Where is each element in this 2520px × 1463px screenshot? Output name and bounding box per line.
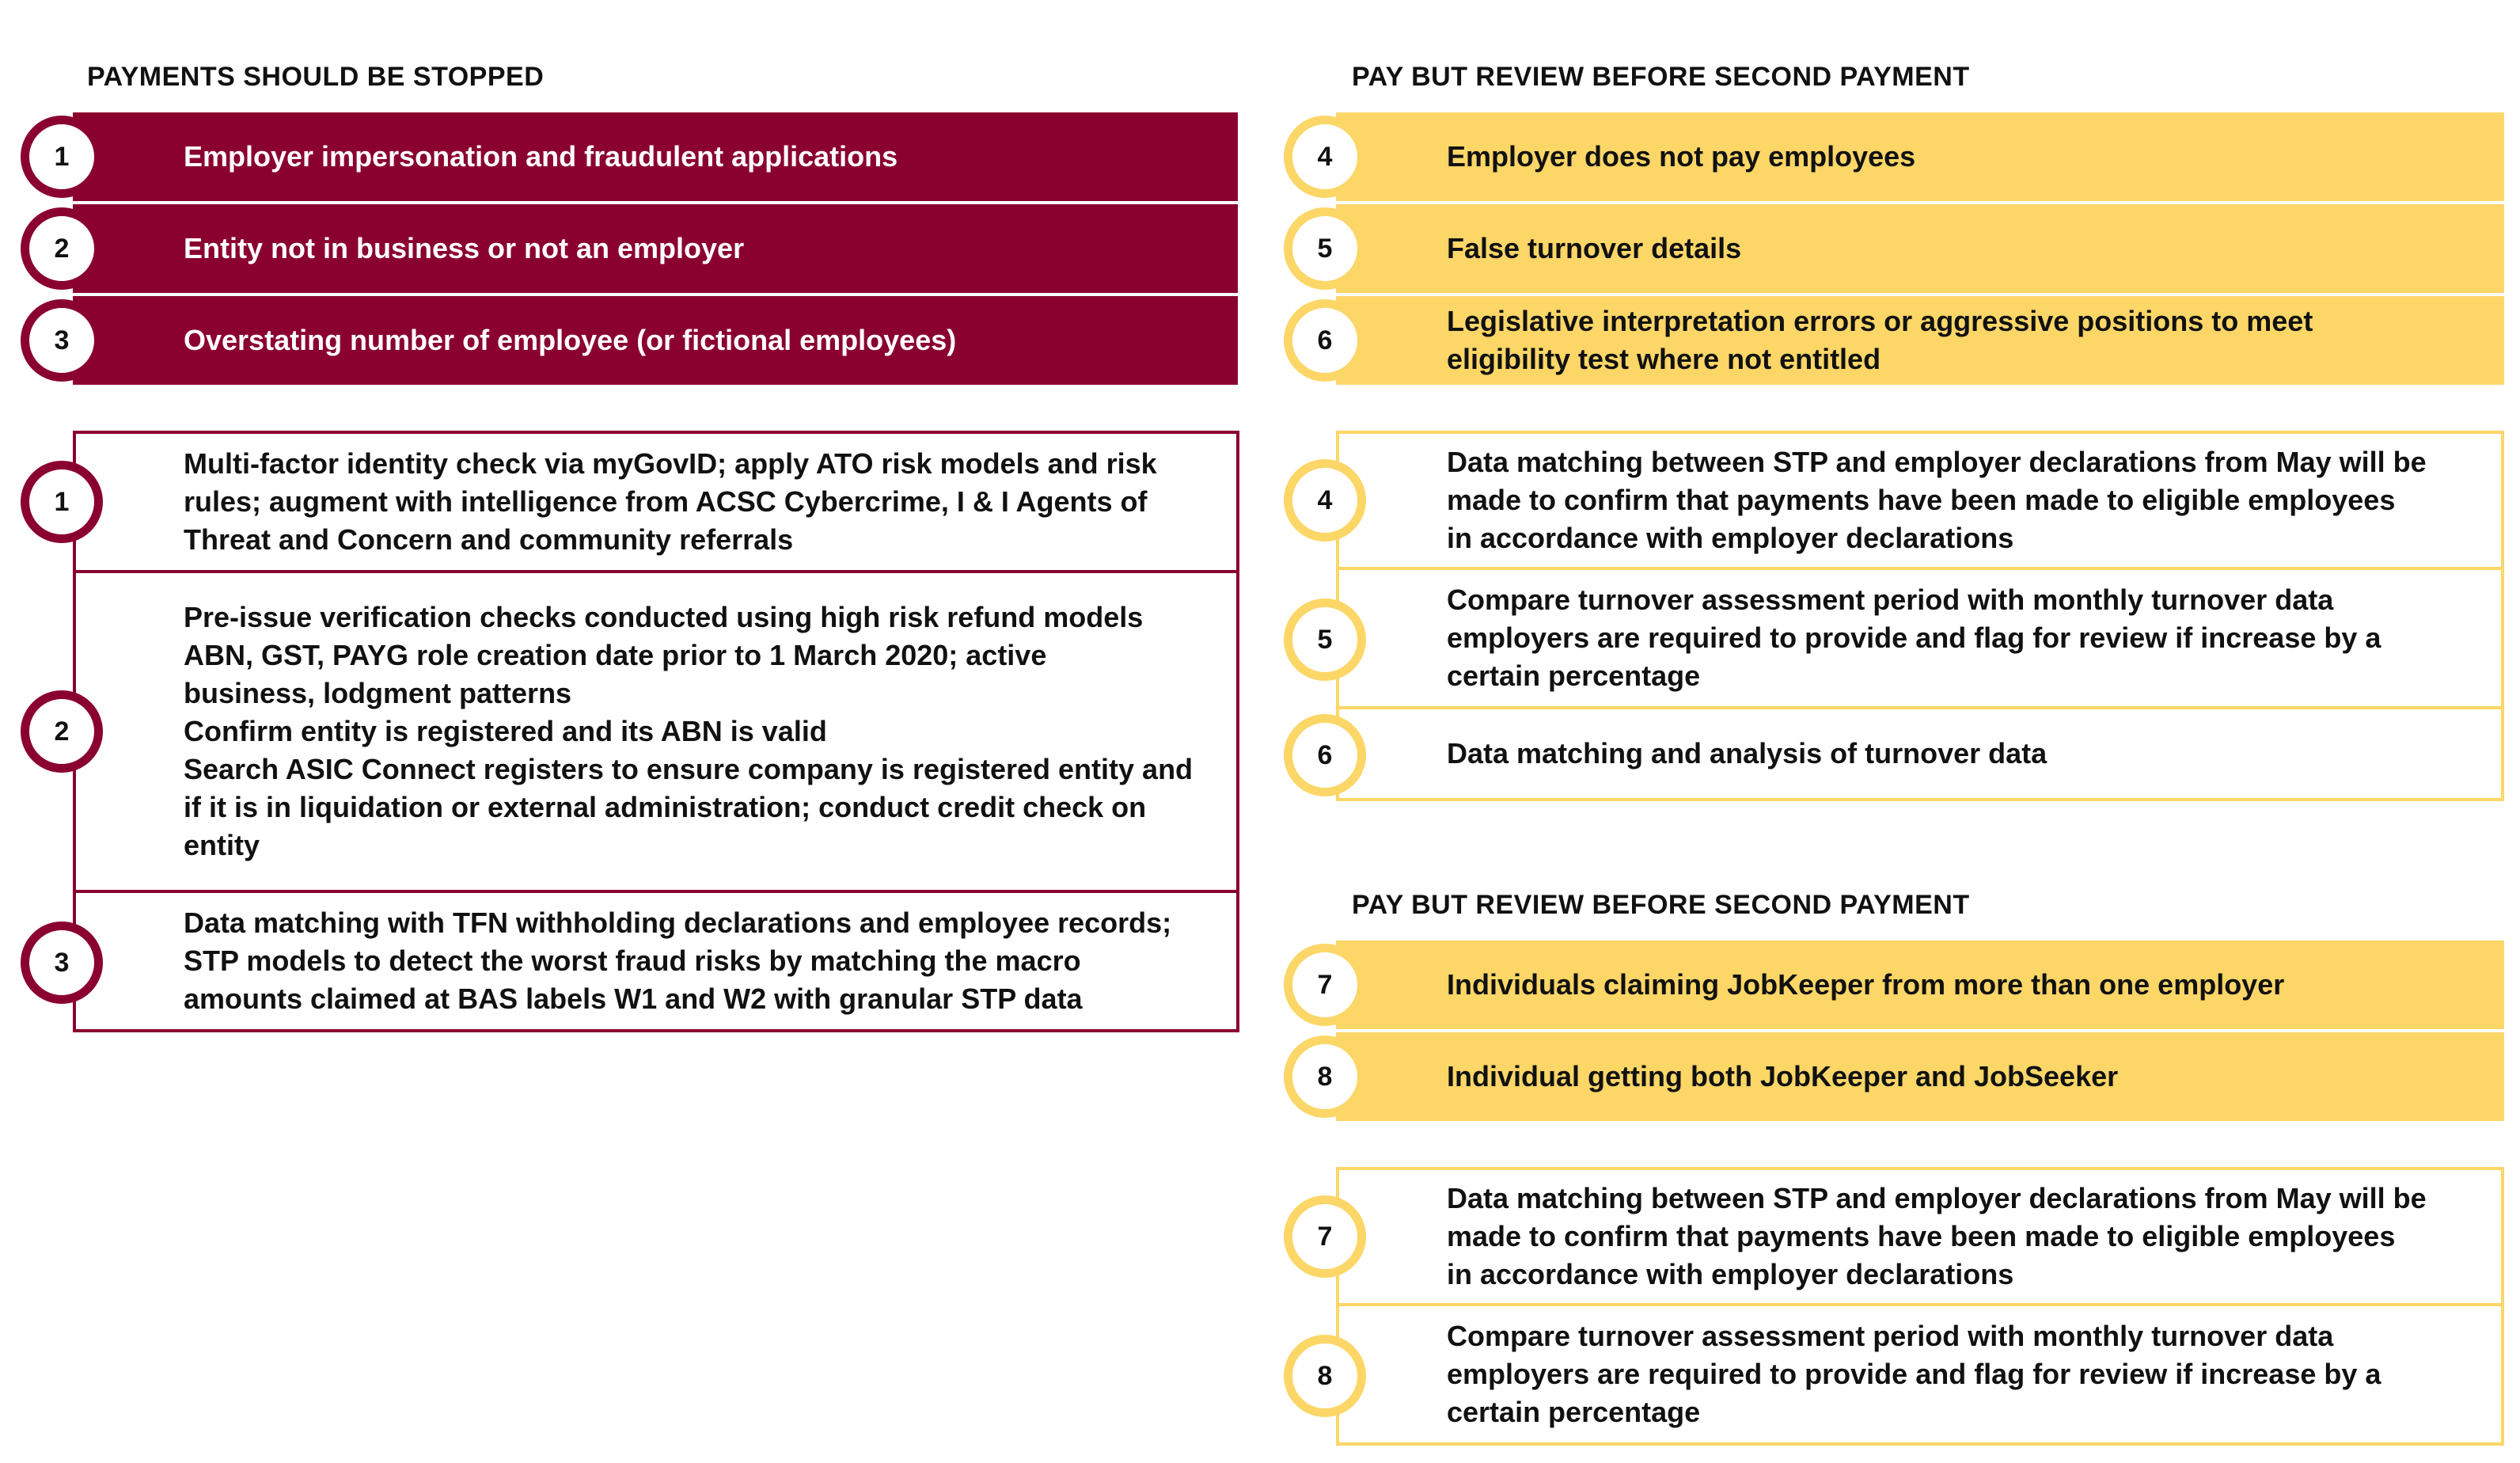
control-number-badge: 5 xyxy=(1284,598,1366,681)
risk-text: Entity not in business or not an employer xyxy=(184,232,745,264)
control-text: Pre-issue verification checks conducted using high risk refund models ABN, GST, PAYG role creation date prior to 1 March 2020; active business, lodgment patterns Confirm entity is registered and its ABN is valid Search ASIC Connect registers to ensure company is registered entity and if it is in liquidation or external administration; conduct credit check on entity xyxy=(184,601,1194,861)
control-row-8 xyxy=(1336,1306,2504,1446)
control-row-6 xyxy=(1336,709,2504,801)
risk-row-4 xyxy=(1336,112,2504,201)
control-row-1 xyxy=(73,431,1239,573)
review-section-header-bottom: PAY BUT REVIEW BEFORE SECOND PAYMENT xyxy=(1352,890,1970,920)
risk-text: Individuals claiming JobKeeper from more than one employer xyxy=(1447,968,2285,1001)
risk-text: Individual getting both JobKeeper and JobSeeker xyxy=(1447,1060,2119,1092)
risk-row-1 xyxy=(73,112,1238,201)
control-text: Compare turnover assessment period with monthly turnover data employers are required to provide and flag for review if increase by a certain percentage xyxy=(1447,583,2381,692)
risk-number-badge: 7 xyxy=(1284,944,1366,1026)
risk-text: False turnover details xyxy=(1447,232,1742,264)
control-number-badge: 3 xyxy=(21,922,103,1004)
risk-number-badge: 8 xyxy=(1284,1036,1366,1118)
control-number-badge: 8 xyxy=(1284,1335,1366,1417)
control-row-2 xyxy=(73,573,1239,893)
control-number-badge: 1 xyxy=(21,461,103,543)
risk-number-badge: 4 xyxy=(1284,116,1366,198)
risk-row-5 xyxy=(1336,204,2504,293)
control-row-7 xyxy=(1336,1167,2504,1306)
risk-number-badge: 1 xyxy=(21,116,103,198)
review-section-header-top: PAY BUT REVIEW BEFORE SECOND PAYMENT xyxy=(1352,62,1970,92)
control-row-4 xyxy=(1336,431,2504,570)
control-number-badge: 6 xyxy=(1284,714,1366,796)
stop-section-header: PAYMENTS SHOULD BE STOPPED xyxy=(87,62,545,92)
risk-row-6 xyxy=(1336,296,2504,385)
risk-text: Legislative interpretation errors or aggressive positions to meet eligibility test where not entitled xyxy=(1447,305,2313,375)
risk-row-2 xyxy=(73,204,1238,293)
control-row-5 xyxy=(1336,570,2504,709)
risk-row-7 xyxy=(1336,940,2504,1029)
control-number-badge: 2 xyxy=(21,690,103,773)
control-text: Multi-factor identity check via myGovID; apply ATO risk models and risk rules; augment with intelligence from ACSC Cybercrime, I & I Agents of Threat and Concern and community referrals xyxy=(184,447,1157,556)
control-number-badge: 4 xyxy=(1284,459,1366,542)
risk-number-badge: 5 xyxy=(1284,207,1366,290)
control-number-badge: 7 xyxy=(1284,1195,1366,1278)
risk-text: Employer does not pay employees xyxy=(1447,140,1916,173)
risk-number-badge: 6 xyxy=(1284,299,1366,382)
control-text: Compare turnover assessment period with monthly turnover data employers are required to provide and flag for review if increase by a certain percentage xyxy=(1447,1320,2381,1428)
control-row-3 xyxy=(73,893,1239,1032)
control-text: Data matching between STP and employer declarations from May will be made to confirm that payments have been made to eligible employees in accordance with employer declarations xyxy=(1447,1182,2427,1290)
risk-text: Overstating number of employee (or fictional employees) xyxy=(184,324,957,356)
control-text: Data matching and analysis of turnover data xyxy=(1447,737,2048,770)
control-text: Data matching with TFN withholding declarations and employee records; STP models to detect the worst fraud risks by matching the macro amounts claimed at BAS labels W1 and W2 with granular STP data xyxy=(184,906,1172,1015)
risk-row-3 xyxy=(73,296,1238,385)
control-text: Data matching between STP and employer declarations from May will be made to confirm that payments have been made to eligible employees in accordance with employer declarations xyxy=(1447,446,2427,554)
risk-row-8 xyxy=(1336,1032,2504,1121)
risk-number-badge: 3 xyxy=(21,299,103,382)
risk-text: Employer impersonation and fraudulent applications xyxy=(184,140,898,173)
risk-number-badge: 2 xyxy=(21,207,103,290)
